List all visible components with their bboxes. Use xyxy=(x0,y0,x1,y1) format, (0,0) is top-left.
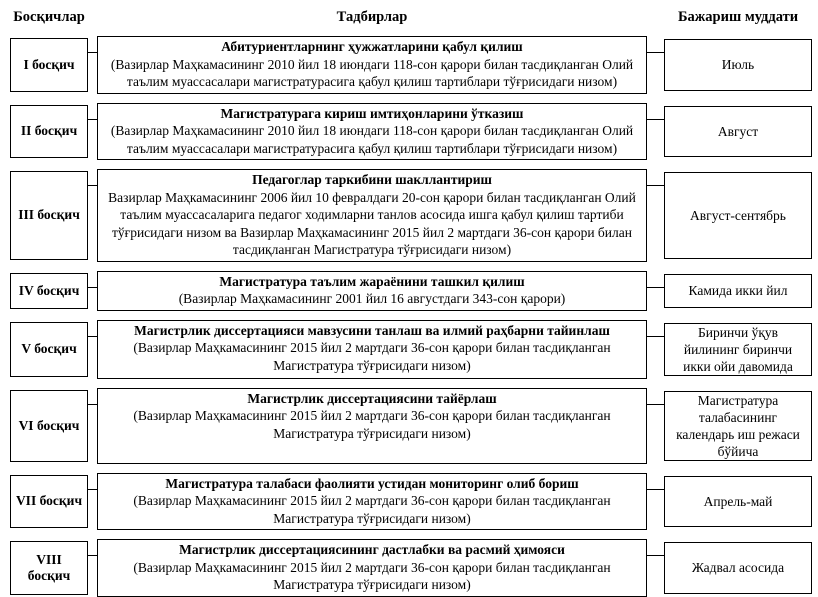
stage-label: II босқич xyxy=(20,123,78,139)
event-legal-basis: (Вазирлар Маҳкамасининг 2015 йил 2 мартдаги 36-сон қарори билан тасдиқланган Магистратура тўғрисидаги низом) xyxy=(133,340,611,373)
stage-rows xyxy=(10,36,812,597)
stage-label: V босқич xyxy=(21,341,77,356)
stage-box xyxy=(10,322,88,377)
event-title: Магистратурага кириш имтиҳонларини ўтказиш xyxy=(220,105,524,121)
deadline-label: Камида икки йил xyxy=(688,283,788,298)
deadline-label: Магистратура талабасининг календарь иш режаси бўйича xyxy=(676,392,800,459)
stage-label: VII босқич xyxy=(15,493,83,509)
connector-line xyxy=(647,287,664,288)
event-title: Магистрлик диссертациясининг дастлабки ва расмий ҳимояси xyxy=(179,542,565,557)
deadline-box xyxy=(664,172,812,259)
connector-line xyxy=(647,489,664,490)
stage-box xyxy=(10,475,88,529)
connector-line xyxy=(88,287,97,288)
event-box xyxy=(97,271,647,311)
event-box xyxy=(97,169,647,262)
event-box xyxy=(97,103,647,161)
deadline-box xyxy=(664,39,812,91)
stage-row xyxy=(10,388,812,464)
event-legal-basis: (Вазирлар Маҳкамасининг 2015 йил 2 мартдаги 36-сон қарори билан тасдиқланган Магистратура тўғрисидаги низом) xyxy=(133,559,611,592)
stage-row xyxy=(10,36,812,94)
connector-line xyxy=(88,555,97,556)
column-header-events: Тадбирлар xyxy=(336,9,408,25)
stage-label: III босқич xyxy=(18,207,80,223)
deadline-label: Биринчи ўқув йилининг биринчи икки ойи давомида xyxy=(683,324,793,374)
event-title: Абитуриентларнинг ҳужжатларини қабул қилиш xyxy=(221,39,523,54)
deadline-box xyxy=(664,476,812,528)
connector-line xyxy=(88,52,97,53)
deadline-label: Август-сентябрь xyxy=(690,207,786,223)
connector-line xyxy=(647,404,664,405)
column-header-stages: Босқичлар xyxy=(13,9,85,25)
connector-line xyxy=(88,404,97,405)
stage-label: I босқич xyxy=(23,56,75,72)
connector-line xyxy=(88,119,97,120)
deadline-label: Август xyxy=(717,123,759,139)
connector-line xyxy=(647,555,664,556)
event-legal-basis: (Вазирлар Маҳкамасининг 2015 йил 2 мартдаги 36-сон қарори билан тасдиқланган Магистратура тўғрисидаги низом) xyxy=(133,493,611,526)
deadline-box xyxy=(664,542,812,594)
stage-row xyxy=(10,169,812,262)
connector-line xyxy=(647,185,664,186)
deadline-label: Апрель-май xyxy=(703,493,773,509)
event-title: Педагоглар таркибини шакллантириш xyxy=(252,172,492,187)
event-box xyxy=(97,539,647,597)
event-title: Магистратура талабаси фаолияти устидан мониторинг олиб бориш xyxy=(165,475,579,491)
event-box xyxy=(97,36,647,94)
stage-label: VIII босқич xyxy=(27,551,71,583)
deadline-box xyxy=(664,391,812,461)
connector-line xyxy=(647,52,664,53)
event-title: Магистрлик диссертациясини тайёрлаш xyxy=(247,390,497,406)
event-legal-basis: (Вазирлар Маҳкамасининг 2001 йил 16 августдаги 343-сон қарори) xyxy=(178,291,566,306)
stage-row xyxy=(10,539,812,597)
stage-label: IV босқич xyxy=(18,282,80,298)
connector-line xyxy=(647,119,664,120)
connector-line xyxy=(88,489,97,490)
stage-box xyxy=(10,541,88,595)
event-box xyxy=(97,320,647,379)
event-box xyxy=(97,388,647,464)
stage-box xyxy=(10,105,88,159)
stage-box xyxy=(10,38,88,92)
stage-box xyxy=(10,273,88,309)
stage-label: VI босқич xyxy=(18,417,80,433)
stage-row xyxy=(10,473,812,531)
stage-box xyxy=(10,171,88,260)
deadline-box xyxy=(664,323,812,376)
deadline-label: Жадвал асосида xyxy=(691,560,785,576)
column-header-deadline: Бажариш муддати xyxy=(677,9,799,25)
event-legal-basis: Вазирлар Маҳкамасининг 2006 йил 10 февралдаги 20-сон қарори билан тасдиқланган Олий таълим муассасаларига педагог ходимларни танлов асосида ишга қабул қилиш тартиби тўғрисидаги низом ва Вазирлар Маҳкамасининг 2015 йил 2 мартдаги 36-сон қарори билан тасдиқланган Магистратура тўғрисидаги низом) xyxy=(108,189,636,257)
stage-row xyxy=(10,320,812,379)
connector-line xyxy=(647,336,664,337)
column-headers xyxy=(10,6,812,26)
event-title: Магистрлик диссертацияси мавзусини танлаш ва илмий раҳбарни тайинлаш xyxy=(134,322,610,338)
stage-box xyxy=(10,390,88,462)
event-legal-basis: (Вазирлар Маҳкамасининг 2010 йил 18 июндаги 118-сон қарори билан тасдиқланган Олий таълим муассасалари магистратурасига қабул қилиш тартиблари тўғрисидаги низом) xyxy=(110,123,634,156)
event-title: Магистратура таълим жараёнини ташкил қилиш xyxy=(219,273,525,289)
deadline-label: Июль xyxy=(721,57,755,73)
connector-line xyxy=(88,336,97,337)
event-legal-basis: (Вазирлар Маҳкамасининг 2010 йил 18 июндаги 118-сон қарори билан тасдиқланган Олий таълим муассасалари магистратурасига қабул қилиш тартиблари тўғрисидаги низом) xyxy=(110,56,634,89)
event-box xyxy=(97,473,647,531)
deadline-box xyxy=(664,274,812,308)
connector-line xyxy=(88,185,97,186)
stage-row xyxy=(10,103,812,161)
stage-row xyxy=(10,271,812,311)
deadline-box xyxy=(664,106,812,158)
event-legal-basis: (Вазирлар Маҳкамасининг 2015 йил 2 мартдаги 36-сон қарори билан тасдиқланган Магистратура тўғрисидаги низом) xyxy=(133,408,611,441)
